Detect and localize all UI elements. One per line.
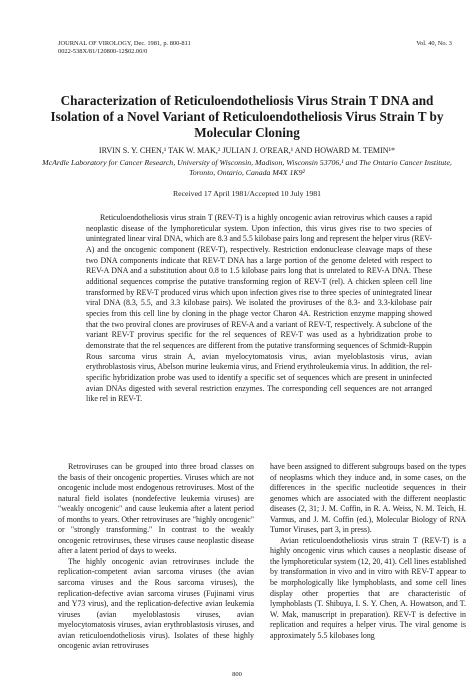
- body-column-right: [270, 462, 466, 641]
- journal-code: 0022-538X/81/120800-12$02.00/0: [58, 48, 148, 56]
- abstract: Reticuloendotheliosis virus strain T (REV-T) is a highly oncogenic avian retrovirus which causes a rapid neoplastic disease of the lymphoreticular system. Upon infection, this virus gives rise to two species of unintegrated linear viral DNA, which are 8.3 and 5.5 kilobase pairs long and represent the helper virus (REV-A) and the oncogenic component (REV-T), respectively. Restriction endonuclease cleavage maps of these two DNA components indicate that REV-T DNA has a large portion of the genome deleted with respect to REV-A DNA and a substitution about 0.8 to 1.5 kilobase pairs long that is unrelated to REV-A DNA. These additional sequences comprise the putative transforming region of REV-T (rel). A chicken spleen cell line transformed by REV-T produced virus which upon infection gives rise to three species of unintegrated linear viral DNA (8.3, 5.5, and 3.3 kilobase pairs). We isolated the proviruses of the 8.3- and 3.3-kilobase pair species from this cell line by cloning in the phage vector Charon 4A. Restriction enzyme mapping showed that the two proviral clones are proviruses of REV-A and a variant of REV-T, respectively. A subclone of the variant REV-T provirus specific for the rel sequences of REV-T was used as a hybridization probe to demonstrate that the rel sequences are different from the putative transforming sequences of Schmidt-Ruppin Rous sarcoma virus strain A, avian myelocytomatosis virus, avian myeloblastosis virus, avian erythroblastosis virus, Abelson murine leukemia virus, and Friend erythroleukemia virus. In addition, the rel-specific hybridization probe was used to identify a specific set of sequences which are present in uninfected avian DNAs digested with several restriction enzymes. The corresponding cell sequences are not arranged like rel in REV-T.: [86, 213, 432, 404]
- received-date: Received 17 April 1981/Accepted 10 July 1981: [172, 189, 322, 198]
- paragraph: The highly oncogenic avian retroviruses include the replication-competent avian sarcoma viruses (the avian sarcoma viruses and the Rous sarcoma viruses), the replication-defective avian sarcoma viruses (Fujinami virus and Y73 virus), and the replication-defective avian leukemia viruses (avian myeloblastosis viruses, avian myelocytomatosis viruses, avian erythroblastosis viruses, and avian reticuloendotheliosis virus). Isolates of these highly oncogenic avian retroviruses: [58, 556, 254, 651]
- author-list: IRVIN S. Y. CHEN,¹ TAK W. MAK,² JULIAN J. O'REAR,¹ AND HOWARD M. TEMIN¹*: [98, 146, 396, 155]
- paragraph: have been assigned to different subgroups based on the types of neoplasms which they induce and, in some cases, on the differences in the specific nucleotide sequences in their genomes which are associated with the different neoplastic diseases (2, 31; J. M. Coffin, in R. A. Weiss, N. M. Teich, H. Varmus, and J. M. Coffin (ed.), Molecular Biology of RNA Tumor Viruses, part 3, in press).: [270, 462, 466, 535]
- volume-label: Vol. 40, No. 3: [416, 40, 452, 47]
- journal-citation: JOURNAL OF VIROLOGY, Dec. 1981, p. 800-811: [58, 40, 191, 47]
- paragraph: Retroviruses can be grouped into three broad classes on the basis of their oncogenic properties. Viruses which are not oncogenic include most endogenous retroviruses. Most of the natural field isolates (nondefective leukemia viruses) are "weakly oncogenic" and cause leukemia after a latent period of months to years. Other retroviruses are "highly oncogenic" or "strongly transforming." In contrast to the weakly oncogenic retroviruses, these viruses cause neoplastic disease after a latent period of days to weeks.: [58, 462, 254, 556]
- affiliation: McArdle Laboratory for Cancer Research, University of Wisconsin, Madison, Wisconsin 53706,¹ and The Ontario Cancer Institute, Toronto, Ontario, Canada M4X 1K9²: [42, 158, 452, 177]
- body-column-left: [58, 462, 254, 652]
- paragraph: Avian reticuloendotheliosis virus strain T (REV-T) is a highly oncogenic virus which causes a neoplastic disease of the lymphoreticular system (12, 20, 41). Cell lines established by transformation in vivo and in vitro with REV-T appear to be morphologically like lymphoblasts, and some cell lines display other properties that are characteristic of lymphoblasts (T. Shibuya, I. S. Y. Chen, A. Howatson, and T. W. Mak, manuscript in preparation). REV-T is defective in replication and requires a helper virus. The viral genome is approximately 5.5 kilobases long: [270, 535, 466, 640]
- article-title: Characterization of Reticuloendotheliosis Virus Strain T DNA and Isolation of a Novel Variant of Reticuloendotheliosis Virus Strain T by Molecular Cloning: [50, 93, 444, 140]
- journal-citation-block: [58, 40, 191, 56]
- page-number: 800: [232, 671, 242, 678]
